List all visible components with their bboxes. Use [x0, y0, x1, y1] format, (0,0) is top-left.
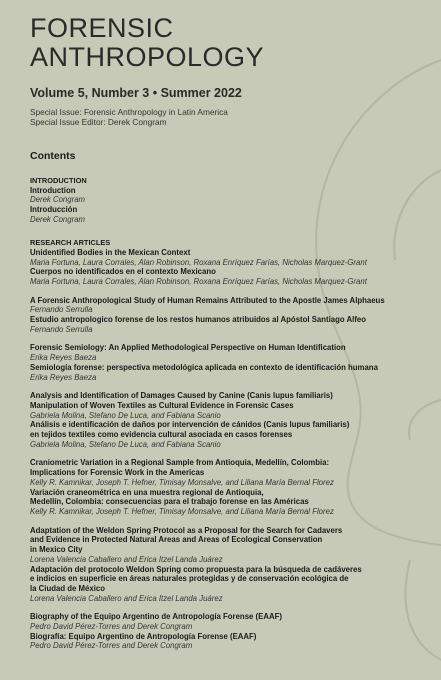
special-issue-editor: Special Issue Editor: Derek Congram — [30, 117, 167, 127]
article-authors: Gabriela Molina, Stefano De Luca, and Fabiana Scanio — [30, 410, 221, 420]
article-authors: Derek Congram — [30, 214, 86, 224]
article-title: Introduction — [30, 185, 76, 195]
article-title: Medellín, Colombia: consecuencias para el trabajo forense en las Américas — [30, 497, 309, 507]
toc-entry[interactable] — [30, 391, 430, 449]
special-issue-info — [30, 107, 430, 127]
article-title: e indicios en superficie en áreas naturales protegidas y de conservación ecológica de — [30, 574, 349, 584]
article-title: Craniometric Variation in a Regional Sample from Antioquia, Medellín, Colombia: — [30, 458, 330, 468]
article-title: Variación craneométrica en una muestra regional de Antioquia, — [30, 487, 264, 497]
article-authors: Fernando Serrulla — [30, 305, 93, 315]
article-authors: Gabriela Molina, Stefano De Luca, and Fabiana Scanio — [30, 439, 221, 449]
article-title: Análisis e identificación de daños por intervención de cánidos (Canis lupus familiaris) — [30, 420, 350, 430]
article-title: Biography of the Equipo Argentino de Antropología Forense (EAAF) — [30, 612, 282, 622]
article-authors: Kelly R. Kamnikar, Joseph T. Hefner, Timisay Monsalve, and Liliana María Bernal Florez — [30, 477, 334, 487]
article-authors: Pedro David Pérez-Torres and Derek Congram — [30, 641, 193, 651]
toc-entry[interactable] — [30, 248, 430, 287]
toc-entry[interactable] — [30, 612, 430, 651]
article-authors: Maria Fortuna, Laura Corrales, Alan Robinson, Roxana Enríquez Farías, Nicholas Marquez-Grant — [30, 257, 367, 267]
article-authors: Erika Reyes Baeza — [30, 372, 97, 382]
article-title: Biografía: Equipo Argentino de Antropología Forense (EAAF) — [30, 631, 257, 641]
article-authors: Derek Congram — [30, 195, 86, 205]
section-label: RESEARCH ARTICLES — [30, 238, 111, 248]
journal-title — [30, 14, 430, 72]
special-issue-title: Special Issue: Forensic Anthropology in Latin America — [30, 107, 228, 117]
article-authors: Kelly R. Kamnikar, Joseph T. Hefner, Timisay Monsalve, and Liliana María Bernal Florez — [30, 506, 334, 516]
article-title: in Mexico City — [30, 545, 83, 555]
article-authors: Lorena Valencia Caballero and Erica Itzel Landa Juárez — [30, 554, 223, 564]
article-title: Estudio antropologico forense de los restos humanos atribuidos al Apóstol Santiago Alfeo — [30, 315, 367, 325]
article-title: Forensic Semiology: An Applied Methodological Perspective on Human Identification — [30, 343, 346, 353]
volume-line: Volume 5, Number 3 • Summer 2022 — [30, 86, 242, 100]
contents-heading: Contents — [30, 150, 76, 162]
article-authors: Lorena Valencia Caballero and Erica Itzel Landa Juárez — [30, 593, 223, 603]
cover-page — [30, 14, 430, 651]
toc-entry[interactable] — [30, 343, 430, 382]
toc-section — [30, 176, 430, 224]
toc-entry[interactable] — [30, 458, 430, 516]
article-authors: Erika Reyes Baeza — [30, 353, 97, 363]
article-authors: Maria Fortuna, Laura Corrales, Alan Robinson, Roxana Enríquez Farías, Nicholas Marquez-Grant — [30, 276, 367, 286]
journal-title-line-2: ANTHROPOLOGY — [30, 42, 265, 72]
article-authors: Fernando Serrulla — [30, 324, 93, 334]
article-title: Implications for Forensic Work in the Americas — [30, 468, 205, 478]
section-label: INTRODUCTION — [30, 176, 87, 185]
article-title: la Ciudad de México — [30, 583, 105, 593]
journal-title-line-1: FORENSIC — [30, 13, 174, 43]
toc-entry[interactable] — [30, 186, 430, 205]
article-title: Adaptación del protocolo Weldon Spring como propuesta para la búsqueda de cadáveres — [30, 564, 362, 574]
article-title: Analysis and Identification of Damages Caused by Canine (Canis lupus familiaris) — [30, 391, 333, 401]
article-title: Introducción — [30, 204, 78, 214]
toc-section — [30, 238, 430, 651]
table-of-contents — [30, 176, 430, 651]
article-title: Manipulation of Woven Textiles as Cultural Evidence in Forensic Cases — [30, 400, 294, 410]
article-title: A Forensic Anthropological Study of Human Remains Attributed to the Apostle James Alphaeus — [30, 295, 385, 305]
article-title: Adaptation of the Weldon Spring Protocol as a Proposal for the Search for Cadavers — [30, 525, 343, 535]
article-title: and Evidence in Protected Natural Areas and Areas of Ecological Conservation — [30, 535, 323, 545]
toc-entry[interactable] — [30, 526, 430, 604]
article-title: en tejidos textiles como evidencia cultural asociada en casos forenses — [30, 430, 293, 440]
article-title: Semiología forense: perspectiva metodológica aplicada en contexto de identificación humana — [30, 362, 378, 372]
toc-entry[interactable] — [30, 296, 430, 335]
article-authors: Pedro David Pérez-Torres and Derek Congram — [30, 622, 193, 632]
article-title: Unidentified Bodies in the Mexican Context — [30, 247, 191, 257]
article-title: Cuerpos no identificados en el contexto Mexicano — [30, 267, 216, 277]
toc-entry[interactable] — [30, 205, 430, 224]
